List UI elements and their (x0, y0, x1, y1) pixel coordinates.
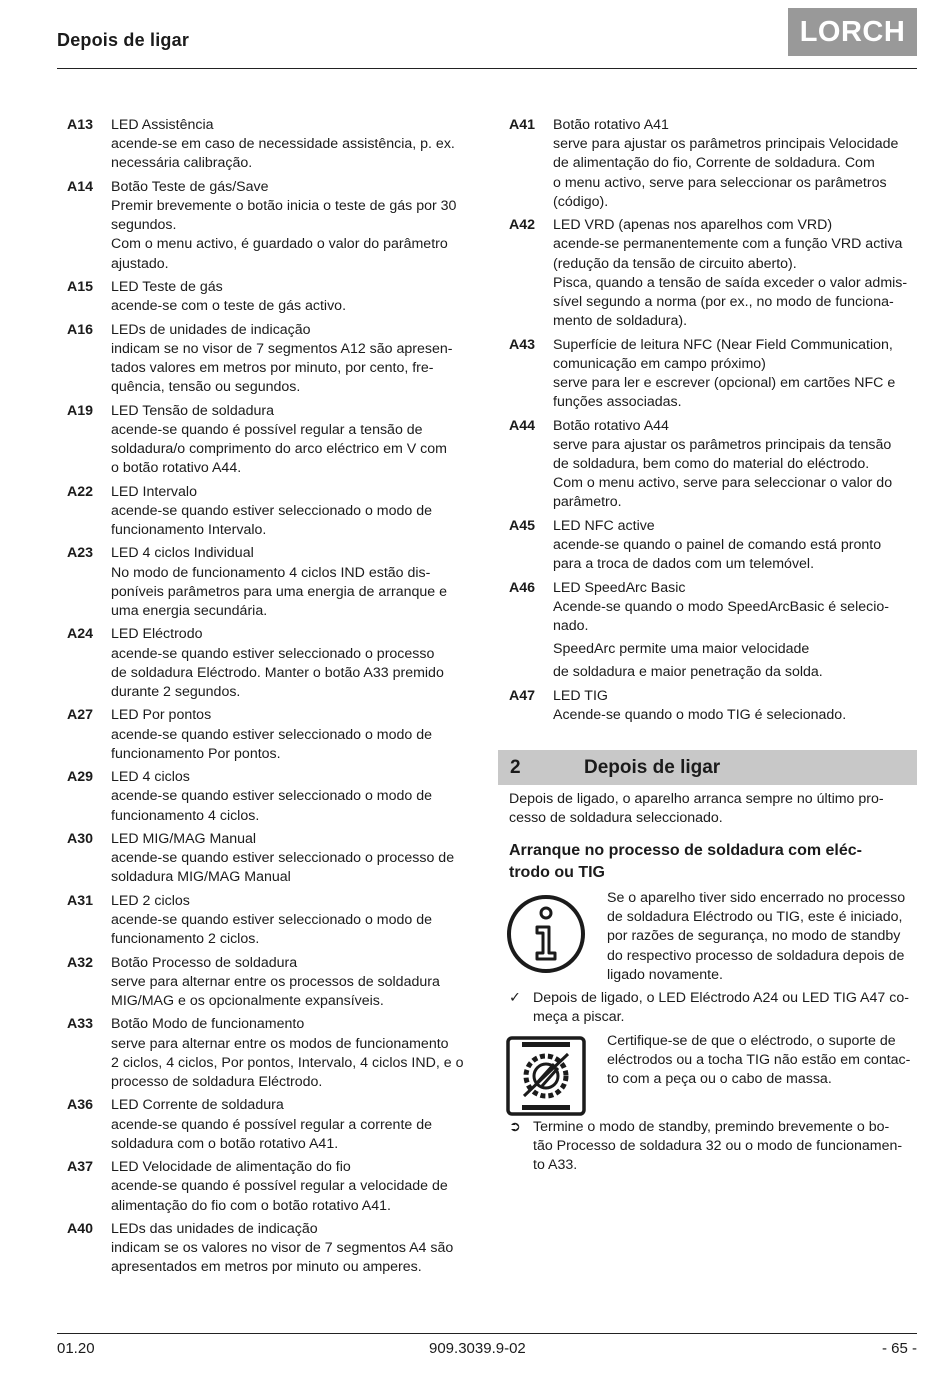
entry-code: A16 (67, 321, 94, 338)
entry-line: funcionamento Por pontos. (111, 745, 281, 762)
entry-line: segundos. (111, 217, 177, 234)
legend-entry (67, 278, 477, 316)
entry-line: indicam se os valores no visor de 7 segmentos A4 são (111, 1240, 454, 1257)
entry-code: A43 (509, 336, 536, 353)
entry-line: LED NFC active (553, 517, 655, 534)
entry-line: soldadura MIG/MAG Manual (111, 869, 291, 886)
entry-code: A33 (67, 1016, 94, 1033)
entry-line: soldadura com o botão rotativo A41. (111, 1135, 339, 1152)
section-heading (498, 750, 917, 785)
check-item-line: meça a piscar. (533, 1009, 625, 1026)
entry-line: Pisca, quando a tensão de saída exceder o valor admis- (553, 274, 908, 291)
header-title: Depois de ligar (57, 30, 190, 50)
entry-line: Botão Processo de soldadura (111, 954, 298, 971)
entry-line: parâmetro. (553, 494, 622, 511)
entry-code: A45 (509, 517, 536, 534)
entry-body (553, 116, 917, 212)
entry-code: A44 (509, 417, 536, 434)
info-note-line: do respectivo processo de soldadura depois de (607, 947, 905, 964)
legend-entry (67, 1220, 477, 1278)
action-arrow-icon: ➲ (509, 1119, 521, 1135)
entry-body (111, 544, 477, 621)
legend-entry (509, 417, 917, 513)
subheading-line: trodo ou TIG (509, 864, 605, 881)
check-item-line: Depois de ligado, o LED Eléctrodo A24 ou LED TIG A47 co- (533, 990, 909, 1006)
entry-line: acende-se quando estiver seleccionado o processo (111, 645, 435, 662)
entry-body (553, 687, 917, 725)
entry-line: funcionamento Intervalo. (111, 522, 267, 538)
right-column (509, 116, 917, 729)
entry-line: LED 4 ciclos (111, 769, 190, 786)
entry-line: processo de soldadura Eléctrodo. (111, 1073, 323, 1090)
entry-code: A23 (67, 545, 94, 562)
entry-line: apresentados em metros por minuto ou amperes. (111, 1259, 422, 1276)
entry-line: Botão Modo de funcionamento (111, 1016, 305, 1033)
subheading (509, 840, 862, 884)
entry-body (111, 483, 477, 541)
legend-entry (67, 321, 477, 398)
legend-entry (67, 544, 477, 621)
entry-body (553, 216, 917, 331)
entry-line: nado. (553, 618, 589, 635)
entry-line: sível segundo a norma (por ex., no modo de funciona- (553, 294, 894, 311)
entry-body (553, 336, 917, 413)
entry-line: acende-se quando é possível regular a corrente de (111, 1116, 433, 1133)
entry-body (111, 116, 477, 174)
entry-line: acende-se quando estiver seleccionado o modo de (111, 911, 433, 928)
entry-body (111, 706, 477, 764)
entry-line: acende-se quando estiver seleccionado o processo de (111, 850, 455, 867)
entry-line: necessária calibração. (111, 155, 253, 172)
info-note-line: de soldadura Eléctrodo ou TIG, este é iniciado, (607, 909, 903, 926)
entry-extra-line: de soldadura e maior penetração da solda. (553, 664, 823, 681)
entry-line: acende-se quando o painel de comando está pronto (553, 537, 882, 554)
entry-line: acende-se com o teste de gás activo. (111, 298, 347, 315)
entry-line: comunicação em campo próximo) (553, 355, 766, 372)
info-note-line: por razões de segurança, no modo de standby (607, 928, 901, 945)
legend-entry (67, 892, 477, 950)
entry-extra-line: SpeedArc permite uma maior velocidade (553, 641, 810, 658)
entry-body (111, 768, 477, 826)
legend-entry (67, 402, 477, 479)
entry-line: No modo de funcionamento 4 ciclos IND estão dis- (111, 564, 431, 581)
entry-line: de soldadura Eléctrodo. Manter o botão A33 premido (111, 664, 444, 681)
page-footer (57, 1333, 917, 1357)
legend-entry (67, 1015, 477, 1092)
info-note (607, 889, 905, 985)
entry-line: acende-se permanentemente com a função VRD activa (553, 236, 903, 253)
entry-code: A27 (67, 707, 94, 724)
entry-line: serve para alternar entre os processos de soldadura (111, 973, 440, 990)
entry-code: A31 (67, 892, 94, 909)
entry-line: indicam se no visor de 7 segmentos A12 são apresen- (111, 340, 453, 357)
entry-line: durante 2 segundos. (111, 684, 241, 700)
left-column (67, 116, 477, 1282)
entry-line: acende-se quando é possível regular a velocidade de (111, 1178, 448, 1195)
info-note-line: ligado novamente. (607, 966, 723, 983)
entry-code: A29 (67, 769, 94, 786)
entry-line: para a troca de dados com um telemóvel. (553, 556, 815, 573)
entry-code: A24 (67, 626, 94, 643)
entry-code: A30 (67, 830, 94, 847)
entry-body (111, 830, 477, 888)
action-item-line: to A33. (533, 1157, 578, 1174)
check-item (509, 989, 917, 1027)
entry-line: Botão Teste de gás/Save (111, 178, 269, 195)
entry-line: Botão rotativo A44 (553, 417, 669, 434)
warning-note-line: Certifique-se de que o eléctrodo, o suporte de (607, 1033, 896, 1049)
warning-note-line: eléctrodos ou a tocha TIG não estão em contac- (607, 1052, 911, 1069)
entry-line: uma energia secundária. (111, 603, 268, 619)
intro-paragraph (509, 790, 884, 828)
entry-body (553, 417, 917, 513)
lorch-logo: LORCH (788, 8, 917, 56)
entry-body (111, 625, 477, 702)
entry-body (553, 517, 917, 575)
entry-line: LED MIG/MAG Manual (111, 830, 257, 847)
footer-date: 01.20 (57, 1340, 95, 1357)
legend-entry (67, 1158, 477, 1216)
entry-line: tados valores em metros por minuto, por cento, fre- (111, 360, 434, 376)
entry-line: funcionamento 4 ciclos. (111, 807, 260, 824)
entry-line: quência, tensão ou segundos. (111, 379, 301, 396)
legend-entry (509, 336, 917, 413)
info-icon (506, 894, 586, 974)
entry-line: poníveis parâmetros para uma energia de arranque e (111, 583, 447, 600)
entry-body (111, 1015, 477, 1092)
entry-line: Acende-se quando o modo SpeedArcBasic é selecio- (553, 598, 889, 615)
entry-line: MIG/MAG e os opcionalmente expansíveis. (111, 992, 384, 1009)
entry-code: A36 (67, 1097, 94, 1114)
entry-body (111, 1158, 477, 1216)
entry-line: serve para ler e escrever (opcional) em cartões NFC e (553, 375, 896, 392)
entry-code: A40 (67, 1220, 94, 1237)
entry-body (111, 402, 477, 479)
entry-line: LEDs de unidades de indicação (111, 321, 311, 338)
entry-body (111, 1220, 477, 1278)
entry-line: (código). (553, 193, 609, 210)
entry-line: LED 2 ciclos (111, 892, 190, 909)
entry-line: de soldadura, bem como do material do eléctrodo. (553, 456, 870, 473)
entry-line: acende-se quando estiver seleccionado o modo de (111, 502, 433, 519)
entry-line: LED Assistência (111, 117, 214, 133)
entry-body (111, 892, 477, 950)
entry-line: Premir brevemente o botão inicia o teste de gás por 30 (111, 198, 457, 214)
entry-code: A14 (67, 178, 94, 195)
entry-code: A37 (67, 1159, 94, 1176)
entry-line: de alimentação do fio, Corrente de soldadura. Com (553, 155, 875, 172)
entry-line: LED VRD (apenas nos aparelhos com VRD) (553, 217, 833, 234)
entry-line: LED SpeedArc Basic (553, 579, 686, 596)
entry-line: acende-se quando estiver seleccionado o modo de (111, 726, 433, 743)
entry-code: A41 (509, 117, 536, 133)
legend-entry (509, 687, 917, 725)
entry-line: LED Teste de gás (111, 279, 223, 295)
entry-code: A22 (67, 483, 94, 500)
action-item-line: Termine o modo de standby, premindo brevemente o bo- (533, 1119, 890, 1135)
entry-line: acende-se quando é possível regular a tensão de (111, 421, 423, 438)
entry-body (111, 321, 477, 398)
entry-line: LED Intervalo (111, 483, 197, 500)
entry-line: Com o menu activo, serve para seleccionar o valor do (553, 475, 893, 492)
entry-line: serve para ajustar os parâmetros principais Velocidade (553, 136, 899, 153)
legend-entry (67, 830, 477, 888)
entry-line: ajustado. (111, 255, 169, 272)
entry-line: LED Corrente de soldadura (111, 1097, 284, 1114)
entry-line: Acende-se quando o modo TIG é selecionado. (553, 707, 847, 724)
entry-body (111, 954, 477, 1012)
entry-line: (redução da tensão de circuito aberto). (553, 255, 797, 272)
entry-line: LED Por pontos (111, 707, 212, 724)
legend-entry (67, 768, 477, 826)
legend-entry (67, 625, 477, 702)
entry-code: A15 (67, 279, 94, 295)
entry-line: mento de soldadura). (553, 313, 688, 330)
entry-body (111, 278, 477, 316)
action-item (509, 1118, 917, 1176)
intro-line: cesso de soldadura seleccionado. (509, 810, 723, 827)
legend-entry (509, 579, 917, 683)
check-mark-icon: ✓ (509, 990, 521, 1006)
entry-line: acende-se quando estiver seleccionado o modo de (111, 788, 433, 805)
info-note-line: Se o aparelho tiver sido encerrado no processo (607, 890, 906, 906)
entry-line: LED TIG (553, 687, 608, 704)
entry-line: o botão rotativo A44. (111, 460, 242, 477)
action-item-line: tão Processo de soldadura 32 ou o modo de funcionamen- (533, 1138, 903, 1155)
entry-line: LED Velocidade de alimentação do fio (111, 1159, 351, 1176)
entry-body (111, 1096, 477, 1154)
intro-line: Depois de ligado, o aparelho arranca sempre no último pro- (509, 791, 884, 807)
legend-entry (67, 1096, 477, 1154)
footer-page-number: - 65 - (881, 1340, 917, 1357)
legend-entry (67, 116, 477, 174)
section-title: Depois de ligar (584, 756, 721, 778)
entry-code: A47 (509, 687, 536, 704)
entry-line: Com o menu activo, é guardado o valor do parâmetro (111, 236, 448, 253)
entry-code: A32 (67, 954, 94, 971)
entry-body (553, 579, 917, 683)
entry-code: A19 (67, 402, 94, 419)
legend-entry (67, 178, 477, 274)
legend-entry (67, 954, 477, 1012)
entry-line: LED 4 ciclos Individual (111, 545, 254, 562)
legend-entry (67, 483, 477, 541)
entry-line: LED Eléctrodo (111, 626, 203, 643)
entry-line: Superfície de leitura NFC (Near Field Communication, (553, 336, 893, 353)
entry-line: LED Tensão de soldadura (111, 402, 275, 419)
entry-line: o menu activo, serve para seleccionar os parâmetros (553, 174, 887, 191)
entry-body (111, 178, 477, 274)
entry-code: A13 (67, 117, 94, 133)
legend-entry (509, 517, 917, 575)
entry-line: serve para ajustar os parâmetros principais da tensão (553, 436, 892, 453)
section-number: 2 (510, 756, 521, 778)
legend-entry (67, 706, 477, 764)
footer-doc-number: 909.3039.9-02 (429, 1340, 526, 1357)
entry-line: funcionamento 2 ciclos. (111, 931, 260, 948)
entry-line: alimentação do fio com o botão rotativo A41. (111, 1197, 391, 1214)
entry-code: A46 (509, 579, 536, 596)
warning-note (607, 1032, 910, 1090)
entry-line: 2 ciclos, 4 ciclos, Por pontos, Intervalo, 4 ciclos IND, e o (111, 1054, 464, 1071)
warning-note-line: to com a peça ou o cabo de massa. (607, 1071, 832, 1088)
entry-line: serve para alternar entre os modos de funcionamento (111, 1035, 449, 1052)
entry-line: Botão rotativo A41 (553, 117, 669, 133)
page-header (57, 0, 917, 69)
subheading-line: Arranque no processo de soldadura com eléc- (509, 842, 862, 859)
legend-entry (509, 216, 917, 331)
legend-entry (509, 116, 917, 212)
entry-line: acende-se em caso de necessidade assistência, p. ex. (111, 136, 455, 153)
entry-line: soldadura/o comprimento do arco eléctrico em V com (111, 441, 447, 457)
entry-line: funções associadas. (553, 394, 682, 411)
entry-code: A42 (509, 217, 536, 234)
electrode-contact-warning-icon (506, 1036, 586, 1116)
entry-line: LEDs das unidades de indicação (111, 1220, 318, 1237)
